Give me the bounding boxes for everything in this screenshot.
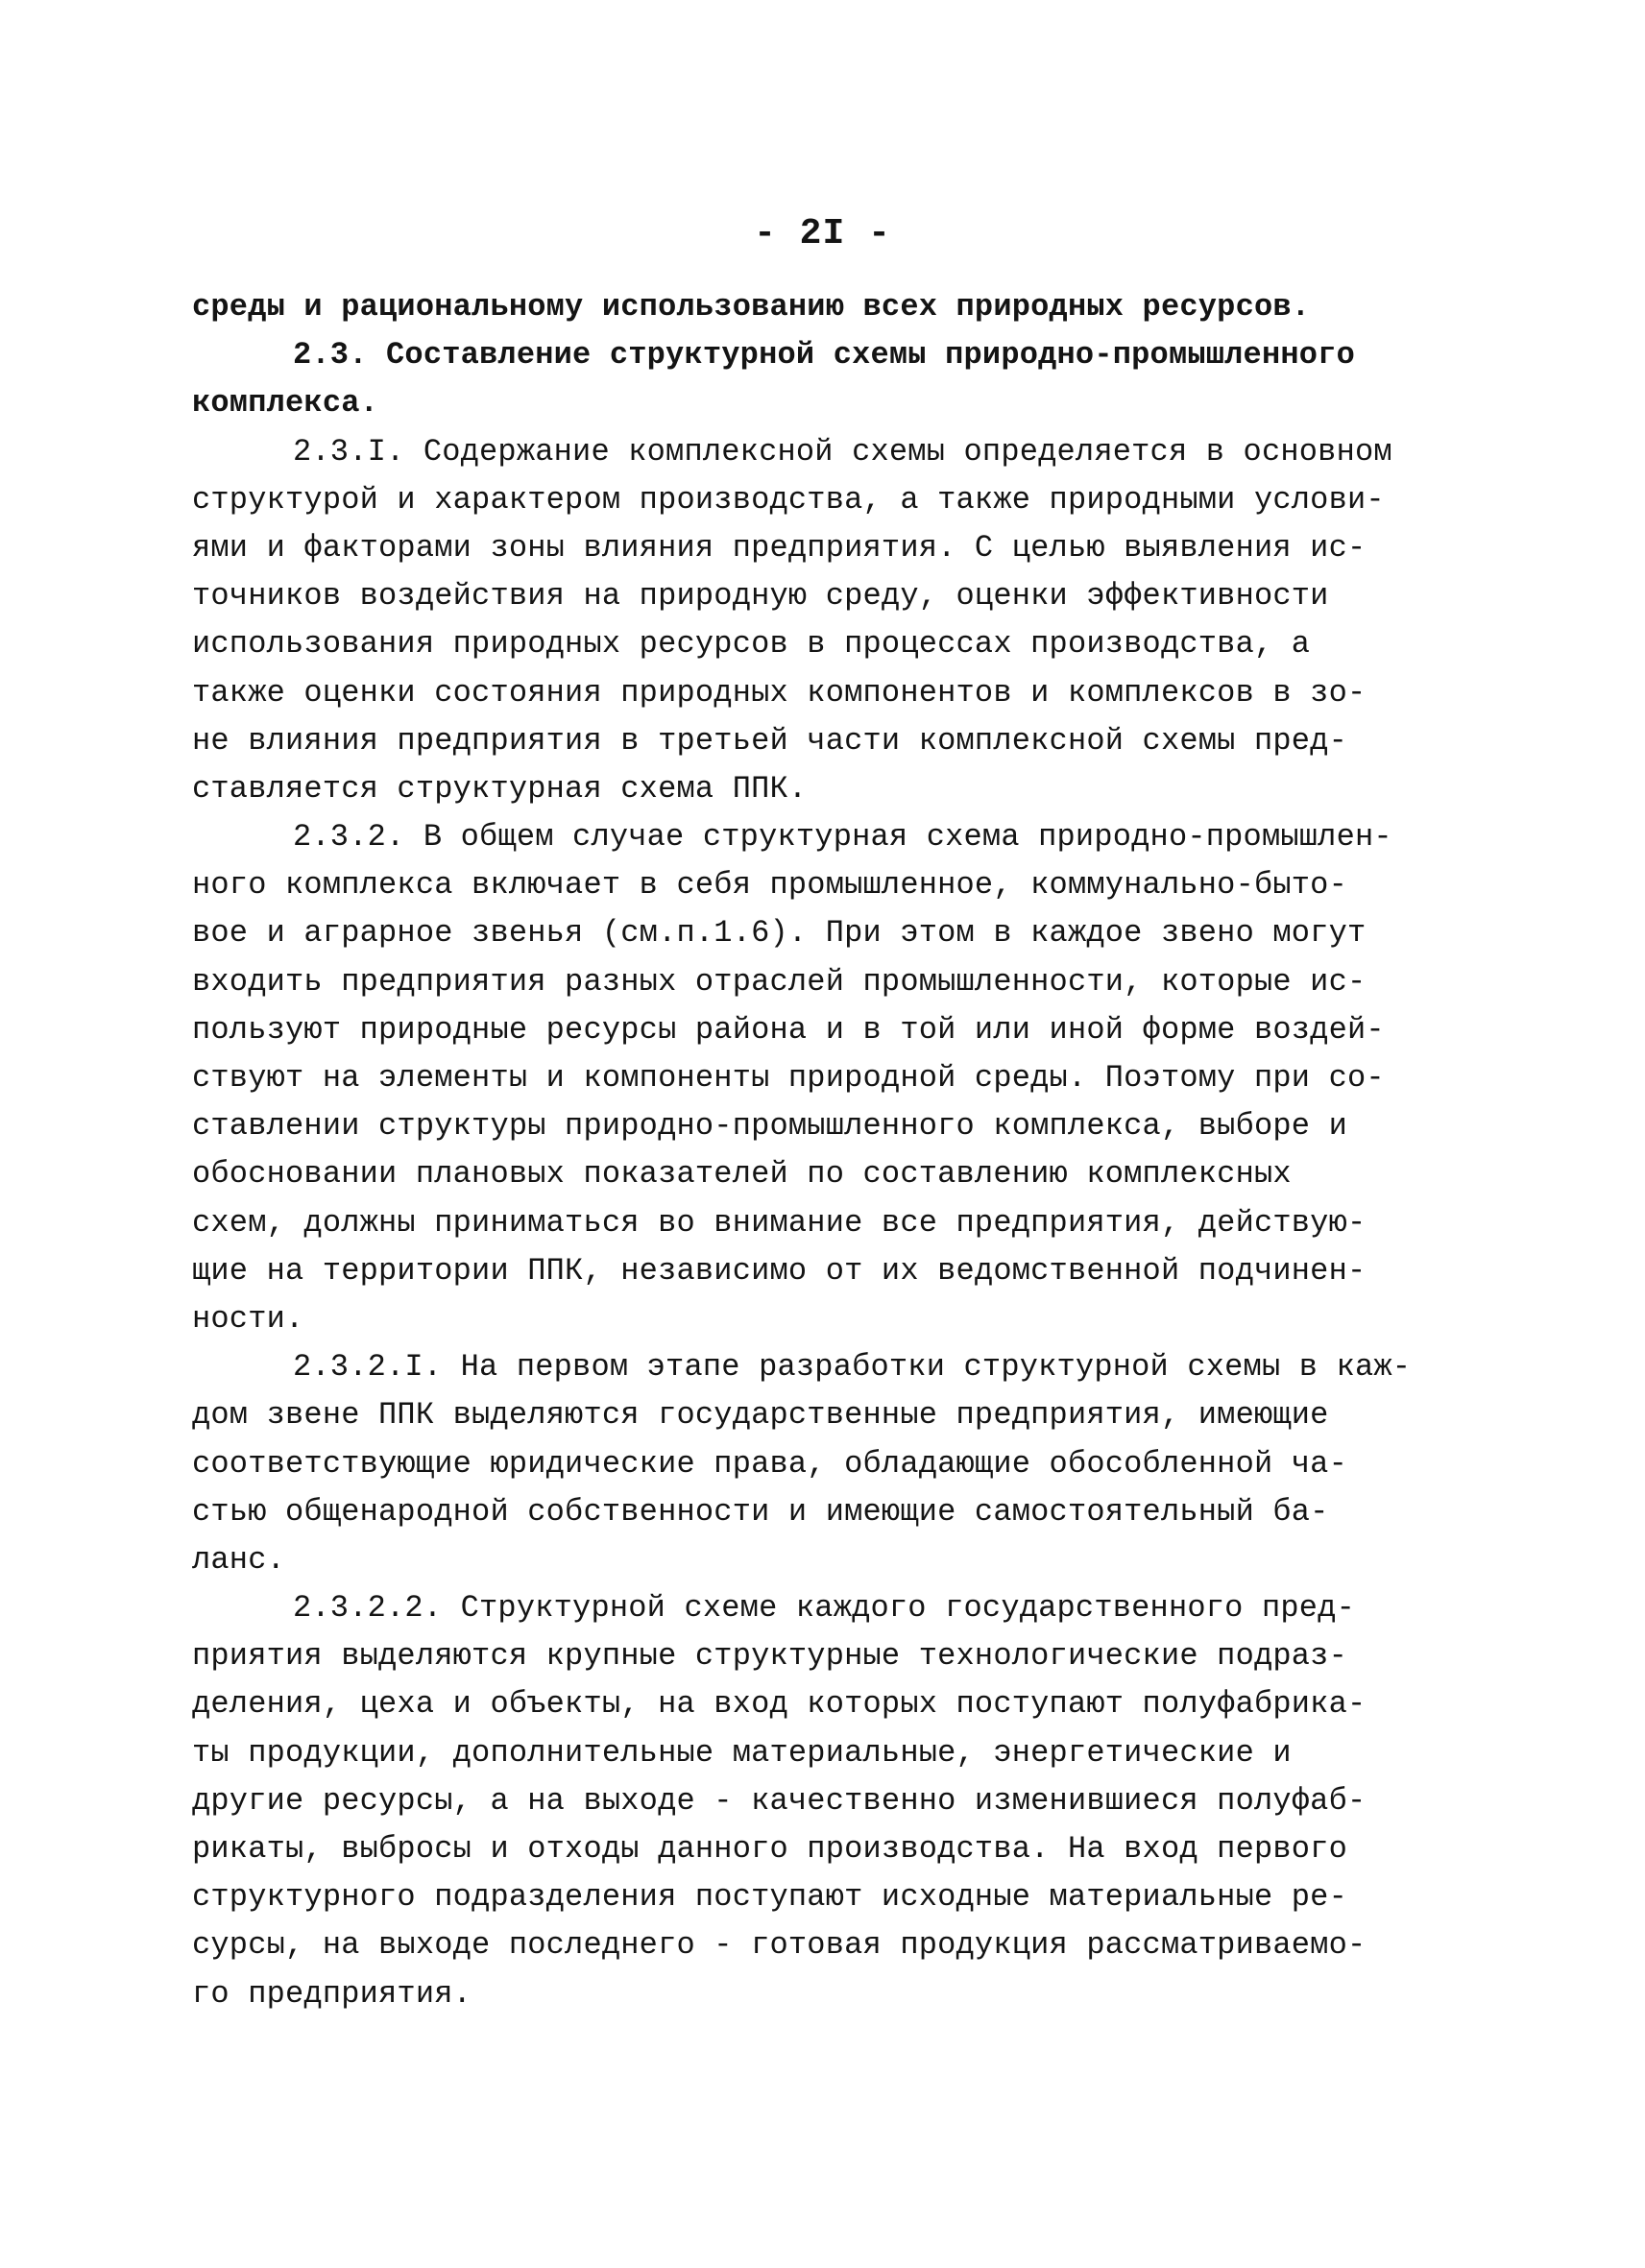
text-line: дом звене ППК выделяются государственные предприятия, имеющие <box>192 1397 1329 1434</box>
text-line: ставляется структурная схема ППК. <box>192 770 808 807</box>
text-line: ности. <box>192 1300 304 1337</box>
text-line: структурой и характером производства, а также природными услови- <box>192 481 1385 518</box>
text-line: 2.3.2. В общем случае структурная схема природно-промышлен- <box>293 819 1392 856</box>
text-line: го предприятия. <box>192 1975 472 2012</box>
text-line: приятия выделяются крупные структурные технологические подраз- <box>192 1638 1347 1675</box>
text-line: структурного подразделения поступают исходные материальные ре- <box>192 1879 1347 1916</box>
page-number: - 2I - <box>754 213 891 254</box>
text-line: комплекса. <box>192 385 379 422</box>
text-line: ставлении структуры природно-промышленного комплекса, выборе и <box>192 1108 1347 1145</box>
text-line: ланс. <box>192 1541 286 1578</box>
text-line: схем, должны приниматься во внимание все предприятия, действую- <box>192 1204 1367 1241</box>
text-line: стью общенародной собственности и имеющие самостоятельный ба- <box>192 1493 1329 1530</box>
text-line: ного комплекса включает в себя промышленное, коммунально-быто- <box>192 867 1347 904</box>
text-line: ями и факторами зоны влияния предприятия. С целью выявления ис- <box>192 529 1367 566</box>
body-text <box>192 283 1479 2018</box>
text-line: использования природных ресурсов в процессах производства, а <box>192 626 1311 663</box>
text-line: сурсы, на выходе последнего - готовая продукция рассматриваемо- <box>192 1927 1367 1964</box>
text-line: 2.3.I. Содержание комплексной схемы определяется в основном <box>293 433 1392 470</box>
text-line: соответствующие юридические права, обладающие обособленной ча- <box>192 1445 1347 1482</box>
text-line: ты продукции, дополнительные материальные, энергетические и <box>192 1734 1292 1771</box>
text-line: пользуют природные ресурсы района и в той или иной форме воздей- <box>192 1011 1385 1048</box>
text-line: щие на территории ППК, независимо от их ведомственной подчинен- <box>192 1252 1367 1289</box>
text-line: точников воздействия на природную среду, оценки эффективности <box>192 578 1329 615</box>
text-line: среды и рациональному использованию всех природных ресурсов. <box>192 289 1311 325</box>
text-line: обосновании плановых показателей по составлению комплексных <box>192 1156 1292 1193</box>
text-line: ствуют на элементы и компоненты природной среды. Поэтому при со- <box>192 1060 1385 1096</box>
text-line: также оценки состояния природных компонентов и комплексов в зо- <box>192 674 1367 711</box>
text-line: 2.3.2.I. На первом этапе разработки структурной схемы в каж- <box>293 1349 1412 1386</box>
text-line: вое и аграрное звенья (см.п.1.6). При этом в каждое звено могут <box>192 915 1367 952</box>
text-line: 2.3.2.2. Структурной схеме каждого государственного пред- <box>293 1590 1355 1627</box>
text-line: деления, цеха и объекты, на вход которых поступают полуфабрика- <box>192 1686 1367 1723</box>
text-line: не влияния предприятия в третьей части комплексной схемы пред- <box>192 722 1347 759</box>
text-line: входить предприятия разных отраслей промышленности, которые ис- <box>192 963 1367 1000</box>
text-line: рикаты, выбросы и отходы данного производства. На вход первого <box>192 1831 1347 1867</box>
text-line: другие ресурсы, а на выходе - качественно изменившиеся полуфаб- <box>192 1782 1367 1819</box>
text-line: 2.3. Составление структурной схемы природно-промышленного <box>293 337 1355 374</box>
